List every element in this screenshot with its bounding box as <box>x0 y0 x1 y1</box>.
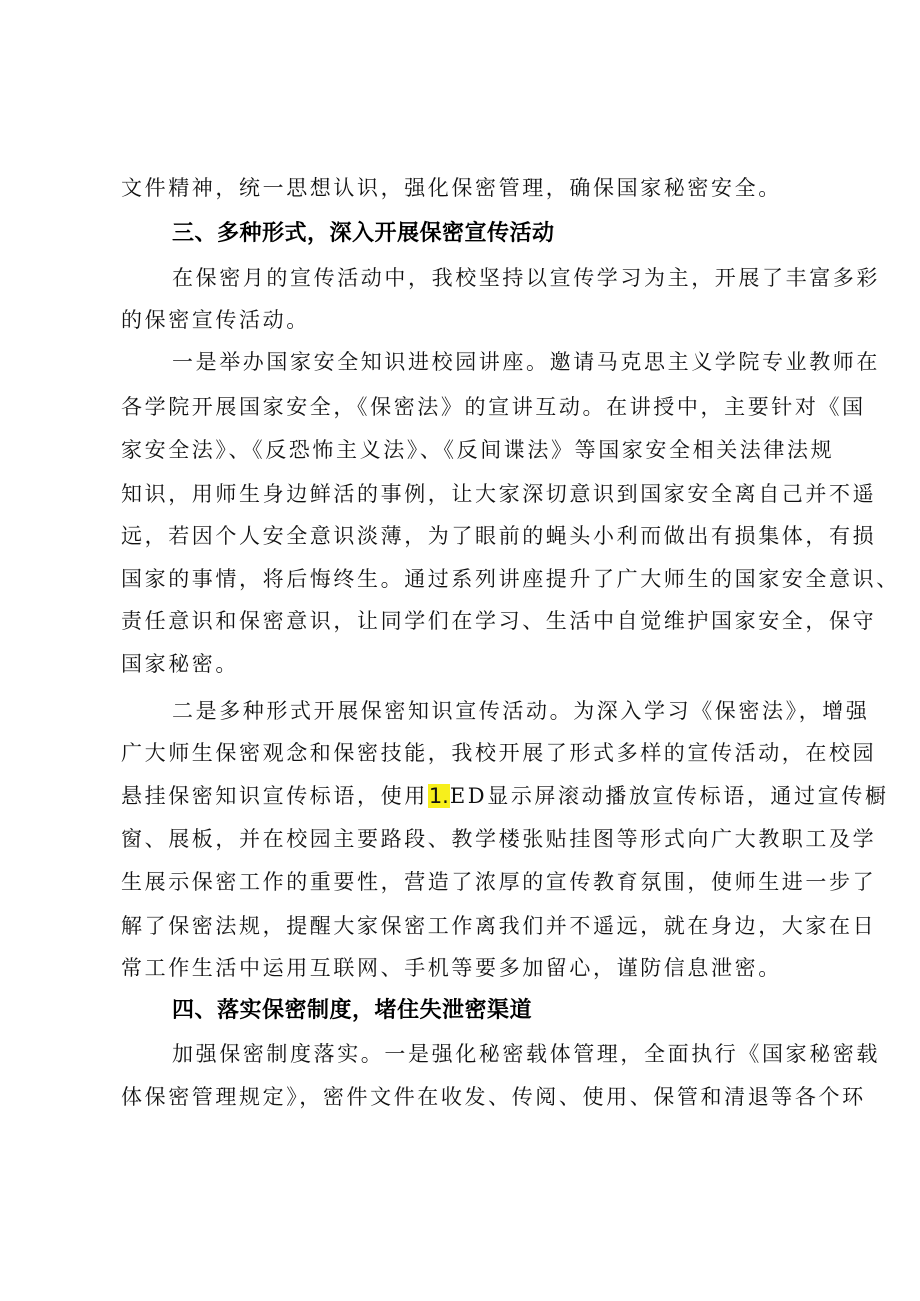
paragraph-line: 加强保密制度落实。一是强化秘密载体管理，全面执行《国家秘密载 <box>172 1042 880 1066</box>
paragraph-line: 一是举办国家安全知识进校园讲座。邀请马克思主义学院专业教师在 <box>172 350 880 374</box>
paragraph-line: 解了保密法规，提醒大家保密工作离我们并不遥远，就在身边，大家在日 <box>121 914 877 938</box>
paragraph-line: 国家秘密。 <box>121 652 239 676</box>
paragraph-line: 窗、展板，并在校园主要路段、教学楼张贴挂图等形式向广大教职工及学 <box>121 827 877 851</box>
paragraph-line: 文件精神，统一思想认识，强化保密管理，确保国家秘密安全。 <box>121 176 782 200</box>
paragraph-line: 生展示保密工作的重要性，营造了浓厚的宣传教育氛围，使师生进一步了 <box>121 870 877 894</box>
highlighted-text: 1. <box>428 784 449 808</box>
paragraph-line <box>121 782 920 810</box>
paragraph-line: 的保密宣传活动。 <box>121 308 310 332</box>
section-heading-4: 四、落实保密制度，堵住失泄密渠道 <box>172 998 533 1023</box>
text-segment: ED显示屏滚动播放宣传标语，通过宣传橱 <box>449 784 889 808</box>
paragraph-line: 责任意识和保密意识，让同学们在学习、生活中自觉维护国家安全，保守 <box>121 609 877 633</box>
paragraph-line: 体保密管理规定》，密件文件在收发、传阅、使用、保管和清退等各个环 <box>121 1085 866 1109</box>
paragraph-line: 各学院开展国家安全，《保密法》的宣讲互动。在讲授中，主要针对《国 <box>121 395 866 419</box>
paragraph-line: 在保密月的宣传活动中，我校坚持以宣传学习为主，开展了丰富多彩 <box>172 266 880 290</box>
paragraph-line: 广大师生保密观念和保密技能，我校开展了形式多样的宣传活动，在校园 <box>121 741 877 765</box>
section-heading-3: 三、多种形式，深入开展保密宣传活动 <box>172 221 555 246</box>
text-segment: 悬挂保密知识宣传标语，使用 <box>121 784 428 808</box>
paragraph-line: 二是多种形式开展保密知识宣传活动。为深入学习《保密法》，增强 <box>172 699 870 723</box>
paragraph-line: 家安全法》、《反恐怖主义法》、《反间谍法》等国家安全相关法律法规 <box>121 438 835 462</box>
paragraph-line: 知识，用师生身边鲜活的事例，让大家深切意识到国家安全离自己并不遥 <box>121 482 877 506</box>
paragraph-line: 常工作生活中运用互联网、手机等要多加留心，谨防信息泄密。 <box>121 956 782 980</box>
paragraph-line: 国家的事情，将后悔终生。通过系列讲座提升了广大师生的国家安全意识、 <box>121 567 900 591</box>
paragraph-line: 远，若因个人安全意识淡薄，为了眼前的蝇头小利而做出有损集体，有损 <box>121 524 877 548</box>
